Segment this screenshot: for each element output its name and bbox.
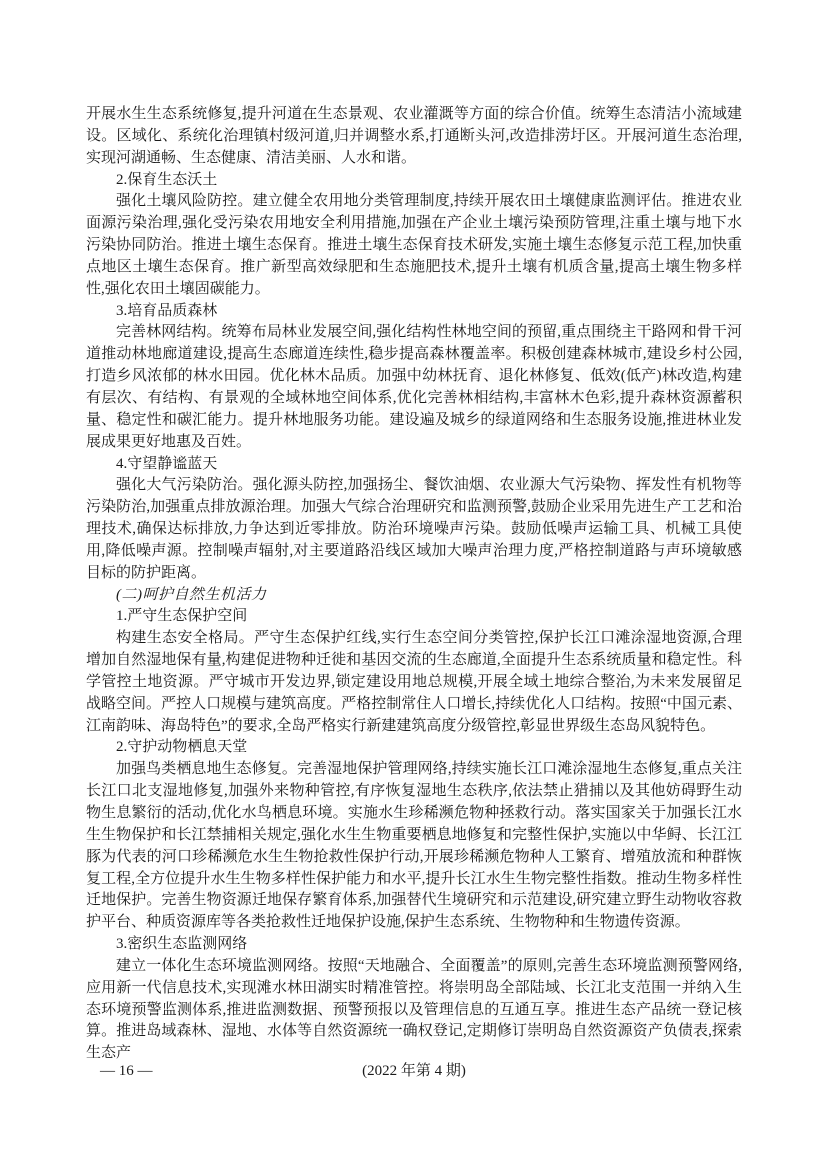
issue-label: (2022 年第 4 期)	[362, 1063, 466, 1079]
section-heading: 3.密织生态监测网络	[116, 936, 248, 953]
body-paragraph: 加强鸟类栖息地生态修复。完善湿地保护管理网络,持续实施长江口滩涂湿地生态修复,重点关注长江口北支湿地修复,加强外来物种管控,有序恢复湿地生态秩序,依法禁止猎捕以及其他妨碍野生动物生息繁衍的活动,优化水鸟栖息环境。实施水生珍稀濒危物种拯救行动。落实国家关于加强长江水生生物保护和长江禁捕相关规定,强化水生生物重要栖息地修复和完整性保护,实施以中华鲟、长江江豚为代表的河口珍稀濒危水生生物抢救性保护行动,开展珍稀濒危物种人工繁育、增殖放流和种群恢复工程,全方位提升水生生物多样性保护能力和水平,提升长江水生生物完整性指数。推动生物多样性迁地保护。完善生物资源迁地保存繁育体系,加强替代生境研究和示范建设,研究建立野生动物收容救护平台、种质资源库等各类抢救性迁地保护设施,保护生态系统、生物物种和生物遗传资源。	[86, 761, 742, 931]
body-paragraph: 开展水生生态系统修复,提升河道在生态景观、农业灌溉等方面的综合价值。统筹生态清洁小流域建设。区域化、系统化治理镇村级河道,归并调整水系,打通断头河,改造排涝圩区。开展河道生态治理,实现河湖通畅、生态健康、清洁美丽、人水和谐。	[86, 106, 742, 166]
page-footer	[86, 1060, 742, 1082]
body-paragraph: 强化土壤风险防控。建立健全农用地分类管理制度,持续开展农田土壤健康监测评估。推进农业面源污染治理,强化受污染农用地安全利用措施,加强在产企业土壤污染预防管理,注重土壤与地下水污染协同防治。推进土壤生态保育。推进土壤生态保育技术研发,实施土壤生态修复示范工程,加快重点地区土壤生态保育。推广新型高效绿肥和生态施肥技术,提升土壤有机质含量,提高土壤生物多样性,强化农田土壤固碳能力。	[86, 193, 742, 297]
body-paragraph: 构建生态安全格局。严守生态保护红线,实行生态空间分类管控,保护长江口滩涂湿地资源,合理增加自然湿地保有量,构建促进物种迁徙和基因交流的生态廊道,全面提升生态系统质量和稳定性。科学管控土地资源。严守城市开发边界,锁定建设用地总规模,开展全域土地综合整治,为未来发展留足战略空间。严控人口规模与建筑高度。严格控制常住人口增长,持续优化人口结构。按照“中国元素、江南韵味、海岛特色”的要求,全岛严格实行新建建筑高度分级管控,彰显世界级生态岛风貌特色。	[86, 630, 742, 734]
section-heading: 2.保育生态沃土	[116, 171, 218, 188]
body-paragraph: 建立一体化生态环境监测网络。按照“天地融合、全面覆盖”的原则,完善生态环境监测预警网络,应用新一代信息技术,实现滩水林田湖实时精准管控。将崇明岛全部陆域、长江北支范围一并纳入生态环境预警监测体系,推进监测数据、预警预报以及管理信息的互通互享。推进生态产品统一登记核算。推进岛域森林、湿地、水体等自然资源统一确权登记,定期修订崇明岛自然资源资产负债表,探索生态产	[86, 957, 742, 1062]
document-body	[86, 104, 742, 1065]
section-heading: 1.严守生态保护空间	[116, 608, 248, 625]
section-heading: 3.培育品质森林	[116, 302, 218, 319]
body-paragraph: 强化大气污染防治。强化源头防控,加强扬尘、餐饮油烟、农业源大气污染物、挥发性有机物等污染防治,加强重点排放源治理。加强大气综合治理研究和监测预警,鼓励企业采用先进生产工艺和治理技术,确保达标排放,力争达到近零排放。防治环境噪声污染。鼓励低噪声运输工具、机械工具使用,降低噪声源。控制噪声辐射,对主要道路沿线区域加大噪声治理力度,严格控制道路与声环境敏感目标的防护距离。	[86, 477, 742, 581]
section-heading: 2.守护动物栖息天堂	[116, 739, 248, 756]
section-heading: 4.守望静谧蓝天	[116, 455, 218, 472]
subsection-heading: (二)呵护自然生机活力	[116, 586, 267, 603]
body-paragraph: 完善林网结构。统筹布局林业发展空间,强化结构性林地空间的预留,重点围绕主干路网和骨干河道推动林地廊道建设,提高生态廊道连续性,稳步提高森林覆盖率。积极创建森林城市,建设乡村公园,打造乡风浓郁的林水田园。优化林木品质。加强中幼林抚育、退化林修复、低效(低产)林改造,构建有层次、有结构、有景观的全域林地空间体系,优化完善林相结构,丰富林木色彩,提升森林资源蓄积量、稳定性和碳汇能力。提升林地服务功能。建设遍及城乡的绿道网络和生态服务设施,推进林业发展成果更好地惠及百姓。	[86, 324, 742, 450]
page-number: — 16 —	[100, 1063, 153, 1079]
